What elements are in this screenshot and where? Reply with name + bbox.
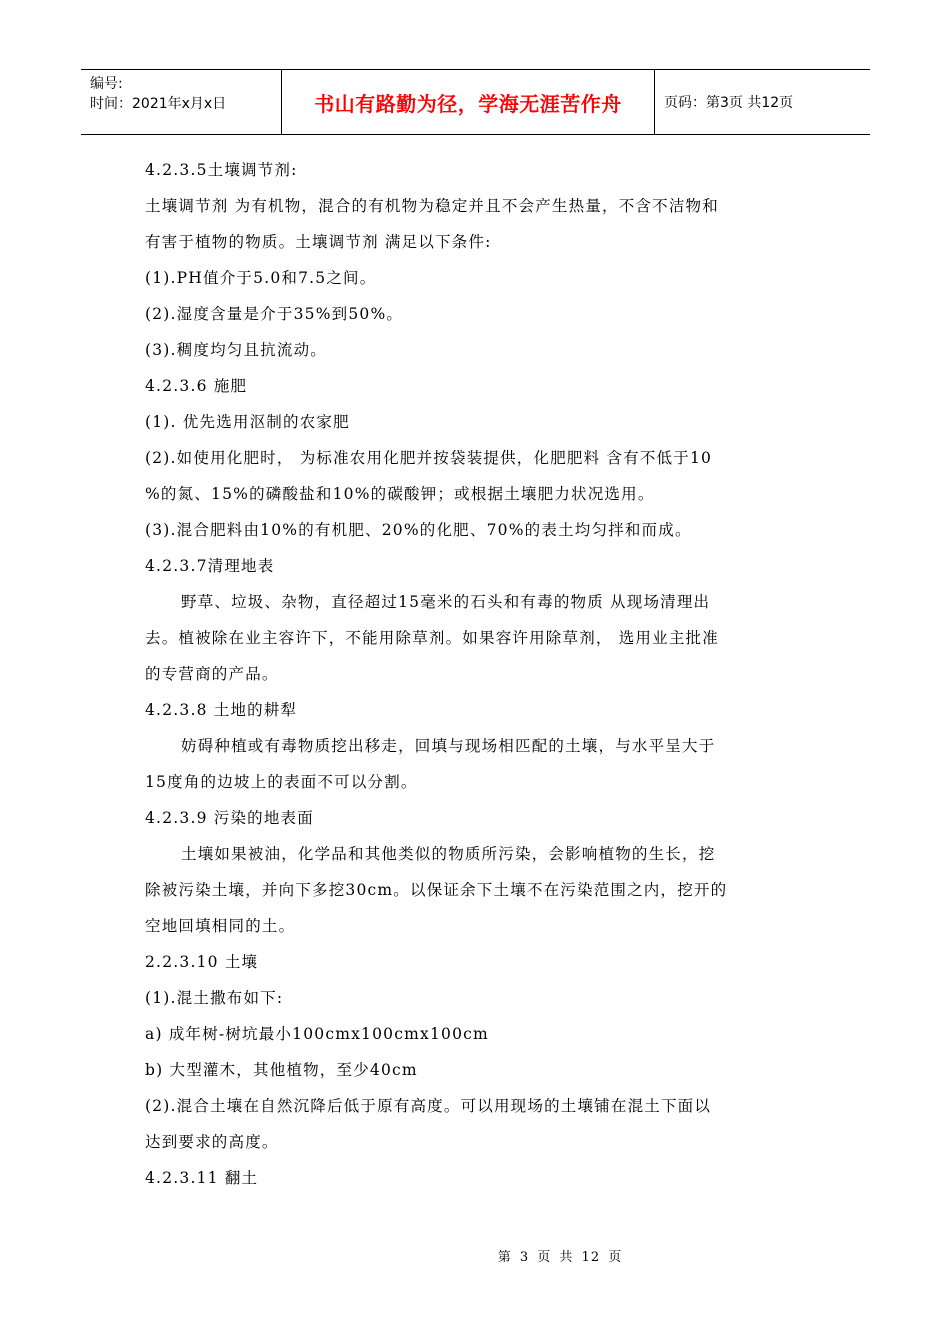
body-text-line: (1).混土撒布如下: xyxy=(145,989,284,1007)
body-text-line: 去。植被除在业主容许下，不能用除草剂。如果容许用除草剂， 选用业主批准 xyxy=(145,629,719,647)
body-text-line: 除被污染土壤，并向下多挖30cm。以保证余下土壤不在污染范围之内，挖开的 xyxy=(145,881,728,899)
body-text-line: 的专营商的产品。 xyxy=(145,665,279,683)
body-text-line: 土壤调节剂 为有机物，混合的有机物为稳定并且不会产生热量，不含不洁物和 xyxy=(145,197,719,215)
body-text-line: 15度角的边坡上的表面不可以分割。 xyxy=(145,773,418,791)
body-text-line: b) 大型灌木，其他植物，至少40cm xyxy=(145,1061,418,1079)
page-header xyxy=(81,69,870,135)
body-text-line: 达到要求的高度。 xyxy=(145,1133,279,1151)
header-motto-cell xyxy=(282,70,655,134)
body-text-line: 4.2.3.6 施肥 xyxy=(145,377,248,395)
document-date-label: 时间：2021年x月x日 xyxy=(90,96,227,112)
footer-page-number: 第 3 页 共 12 页 xyxy=(497,1250,623,1265)
body-text-line: %的氮、15%的磷酸盐和10%的碳酸钾；或根据土壤肥力状况选用。 xyxy=(145,485,655,503)
header-page-number: 页码：第3页 共12页 xyxy=(664,95,794,111)
body-text-line: 2.2.3.10 土壤 xyxy=(145,953,259,971)
body-text-line: 土壤如果被油，化学品和其他类似的物质所污染，会影响植物的生长，挖 xyxy=(181,845,716,863)
body-text-line: 4.2.3.5土壤调节剂: xyxy=(145,161,298,179)
body-text-line: (2).如使用化肥时， 为标准农用化肥并按袋装提供，化肥肥料 含有不低于10 xyxy=(145,449,713,467)
document-number-label: 编号: xyxy=(90,76,123,92)
body-text-line: 妨碍种植或有毒物质挖出移走，回填与现场相匹配的土壤，与水平呈大于 xyxy=(181,737,716,755)
body-text-line: (1).PH值介于5.0和7.5之间。 xyxy=(145,269,377,287)
header-motto: 书山有路勤为径，学海无涯苦作舟 xyxy=(314,91,622,116)
header-page-cell xyxy=(655,70,870,134)
document-body xyxy=(145,158,810,1202)
body-text-line: (3).稠度均匀且抗流动。 xyxy=(145,341,327,359)
body-text-line: 4.2.3.9 污染的地表面 xyxy=(145,809,314,827)
body-text-line: (3).混合肥料由10%的有机肥、20%的化肥、70%的表土均匀拌和而成。 xyxy=(145,521,692,539)
body-text-line: (2).湿度含量是介于35%到50%。 xyxy=(145,305,404,323)
body-text-line: (2).混合土壤在自然沉降后低于原有高度。可以用现场的土壤铺在混土下面以 xyxy=(145,1097,712,1115)
body-text-line: 野草、垃圾、杂物，直径超过15毫米的石头和有毒的物质 从现场清理出 xyxy=(181,593,711,611)
body-text-line: a) 成年树-树坑最小100cmx100cmx100cm xyxy=(145,1025,489,1043)
body-text-line: 4.2.3.7清理地表 xyxy=(145,557,275,575)
body-text-line: 有害于植物的物质。土壤调节剂 满足以下条件: xyxy=(145,233,492,251)
header-meta-cell xyxy=(81,70,282,134)
page-footer xyxy=(0,1246,950,1265)
body-text-line: 4.2.3.8 土地的耕犁 xyxy=(145,701,298,719)
body-text-line: 空地回填相同的土。 xyxy=(145,917,296,935)
body-text-line: (1). 优先选用沤制的农家肥 xyxy=(145,413,350,431)
body-text-line: 4.2.3.11 翻土 xyxy=(145,1169,259,1187)
